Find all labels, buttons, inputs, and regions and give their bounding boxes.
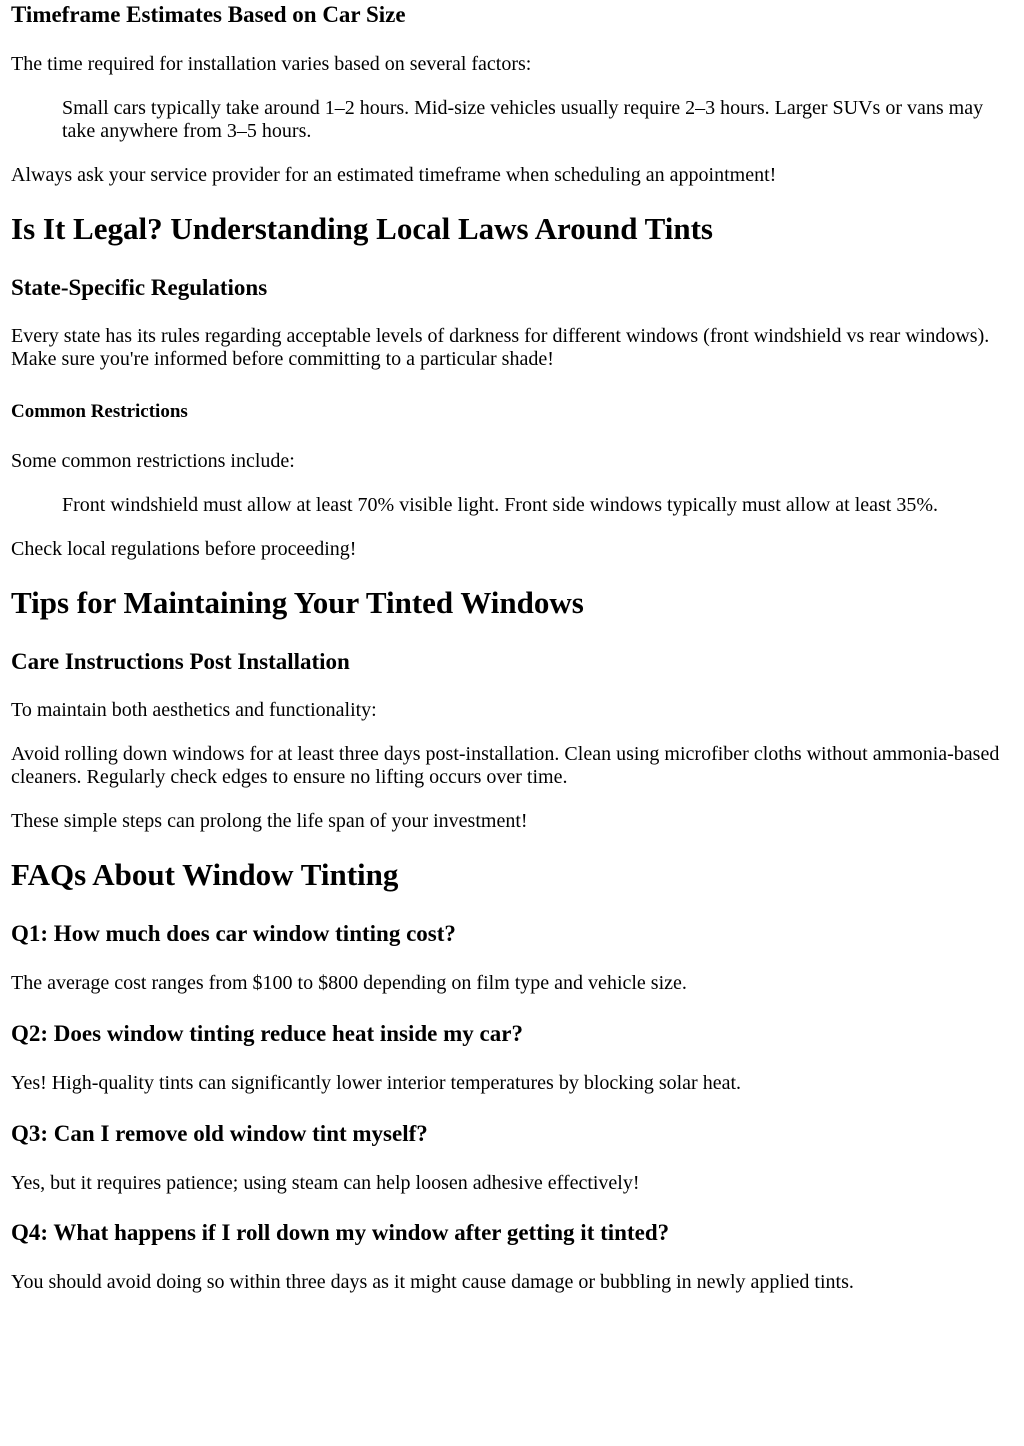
legal-heading: Is It Legal? Understanding Local Laws Around Tints — [11, 211, 713, 246]
faq-question: Q4: What happens if I roll down my window after getting it tinted? — [11, 1220, 670, 1245]
care-intro: To maintain both aesthetics and functionality: — [11, 699, 377, 721]
faq-question: Q1: How much does car window tinting cost? — [11, 921, 456, 946]
timeframe-intro: The time required for installation varies based on several factors: — [11, 53, 532, 75]
faq-question: Q3: Can I remove old window tint myself? — [11, 1121, 428, 1146]
faq-answer: You should avoid doing so within three days as it might cause damage or bubbling in newly applied tints. — [11, 1271, 854, 1293]
state-regulations-heading: State-Specific Regulations — [11, 275, 268, 300]
care-heading: Care Instructions Post Installation — [11, 649, 350, 674]
faq-answer: The average cost ranges from $100 to $800 depending on film type and vehicle size. — [11, 972, 687, 994]
common-restrictions-intro: Some common restrictions include: — [11, 450, 295, 472]
care-outro: These simple steps can prolong the life span of your investment! — [11, 810, 528, 832]
common-restrictions-heading: Common Restrictions — [11, 401, 188, 422]
common-restrictions-outro: Check local regulations before proceeding! — [11, 538, 357, 560]
faq-answer: Yes, but it requires patience; using steam can help loosen adhesive effectively! — [11, 1172, 640, 1194]
faqs-heading: FAQs About Window Tinting — [11, 857, 399, 892]
common-restrictions-quote: Front windshield must allow at least 70% visible light. Front side windows typically must allow at least 35%. — [62, 494, 939, 516]
faq-question: Q2: Does window tinting reduce heat inside my car? — [11, 1021, 523, 1046]
care-text: Avoid rolling down windows for at least three days post-installation. Clean using microfiber cloths without ammonia-based cleaners. Regularly check edges to ensure no lifting occurs over time. — [11, 743, 1000, 788]
maintenance-heading: Tips for Maintaining Your Tinted Windows — [11, 585, 584, 620]
timeframe-heading: Timeframe Estimates Based on Car Size — [11, 2, 406, 27]
state-regulations-text: Every state has its rules regarding acceptable levels of darkness for different windows (front windshield vs rear windows). Make sure you're informed before committing to a particular shade! — [11, 325, 990, 370]
timeframe-quote: Small cars typically take around 1–2 hours. Mid-size vehicles usually require 2–3 hours. Larger SUVs or vans may take anywhere from 3–5 hours. — [62, 97, 984, 142]
faq-answer: Yes! High-quality tints can significantly lower interior temperatures by blocking solar heat. — [11, 1072, 742, 1094]
timeframe-outro: Always ask your service provider for an estimated timeframe when scheduling an appointment! — [11, 164, 777, 186]
